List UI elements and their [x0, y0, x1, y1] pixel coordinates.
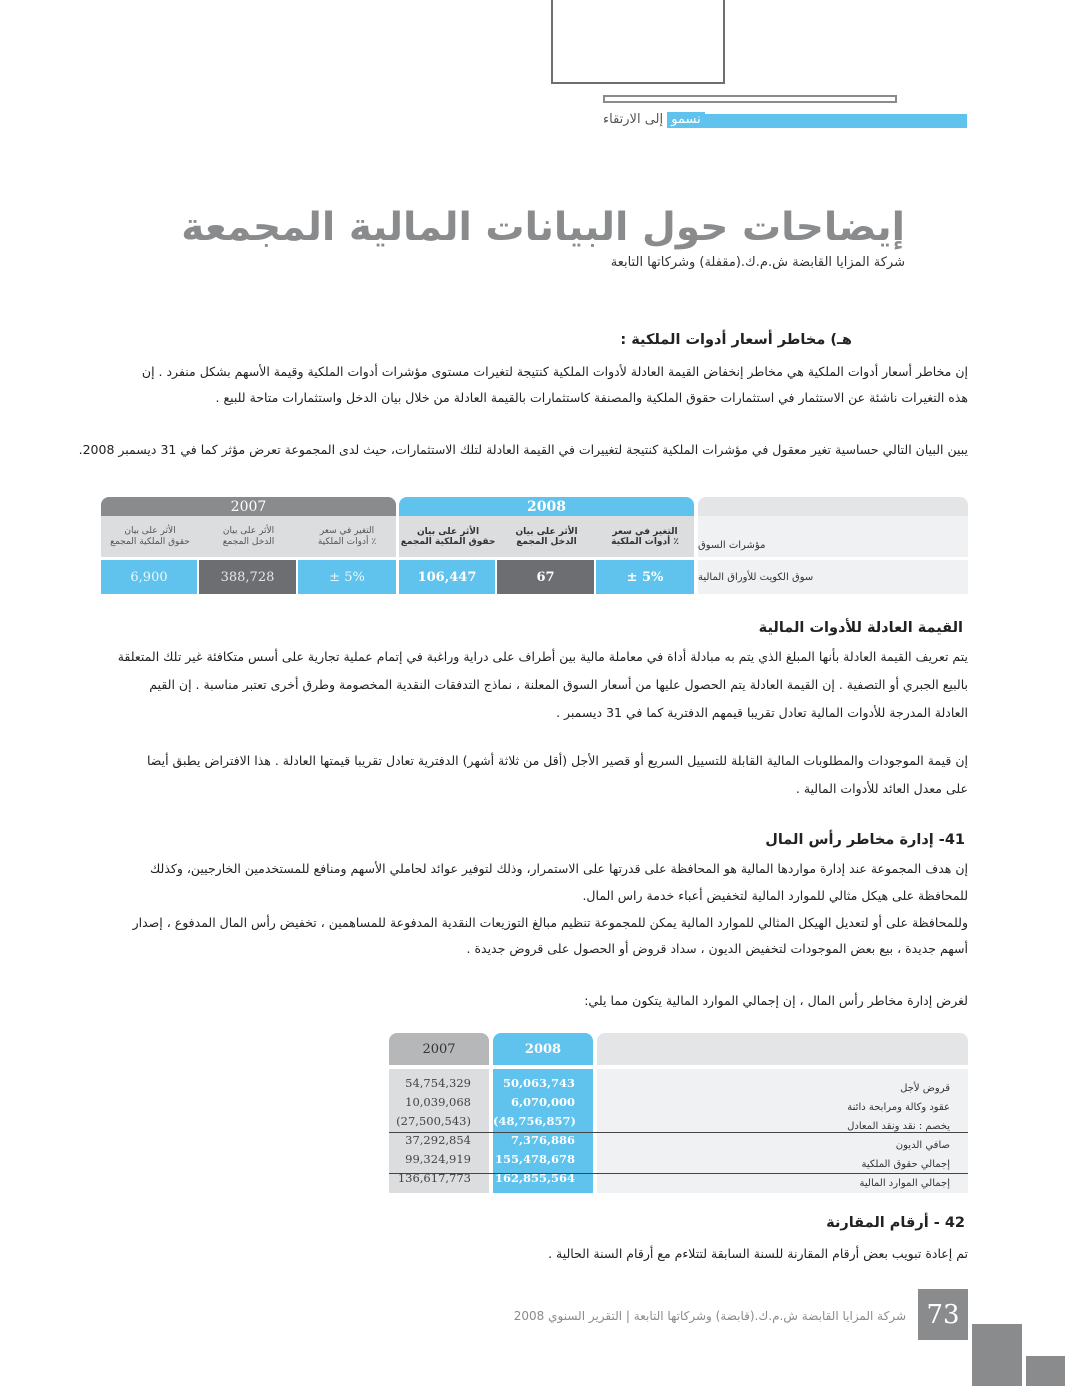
col-2008-change: التغير في سعر أدوات الملكية ٪ — [596, 516, 694, 557]
fair-value-line5: على معدل العائد للأدوات المالية . — [795, 781, 968, 796]
cap-2008-row2: 6,070,000 — [510, 1095, 575, 1109]
col-2007-equity: الأثر على بيان حقوق الملكية المجمع — [101, 516, 199, 557]
v2007-change: ± 5% — [298, 560, 396, 594]
col-2008-income: الأثر على بيان الدخل المجمع — [497, 516, 596, 557]
capital-col-2008 — [493, 1069, 593, 1193]
footer-text: شركة المزايا القابضة ش.م.ك.(قابضة) وشركاتها التابعة | التقرير السنوي 2008 — [513, 1309, 906, 1323]
capital-risk-line2: للمحافظة على هيكل مثالي للموارد المالية لتخفيض أعباء خدمة راس المال. — [582, 888, 968, 903]
capital-header-blank — [597, 1033, 968, 1065]
capital-table — [389, 1033, 968, 1193]
cap-2008-row3: (48,756,857) — [493, 1114, 576, 1128]
cap-label-row3: يخصم : نقد ونقد المعادل — [847, 1121, 950, 1132]
page-title: إيضاحات حول البيانات المالية المجمعة — [181, 205, 905, 250]
cap-label-row6: إجمالي الموارد المالية — [859, 1178, 950, 1189]
v2007-equity: 6,900 — [101, 560, 197, 594]
cap-2007-row6: 136,617,773 — [397, 1171, 471, 1185]
capital-header-2008: 2008 — [493, 1033, 593, 1065]
cap-2007-row2: 10,039,068 — [405, 1095, 471, 1109]
cap-2008-row5: 155,478,678 — [494, 1152, 575, 1166]
capital-risk-line1: إن هدف المجموعة عند إدارة مواردها المالية هو المحافظة على قدرتها على الاستمرار، وذلك لتوفير عوائد لحاملي الأسهم ومنافع للمستخدمين الخارجيين، وكذلك — [150, 861, 968, 876]
capital-col-2007 — [389, 1069, 489, 1193]
header-blank — [698, 497, 968, 516]
capital-risk-line4: أسهم جديدة ، بيع بعض الموجودات لتخفيض الديون ، سداد قروض أو الحصول على قروض جديدة . — [466, 941, 968, 956]
v2008-equity: 106,447 — [399, 560, 495, 594]
section-e-para1-line2: هذه التغيرات ناشئة عن الاستثمار في استثمارات حقوق الملكية والمصنفة كاستثمارات بالقيمة العادلة من خلال بيان الدخل واستثمارات متاحة للبيع . — [215, 390, 968, 405]
cap-2008-row4: 7,376,886 — [510, 1133, 575, 1147]
col-market-label: مؤشرات السوق — [698, 516, 968, 557]
row-market-name: سوق الكويت للأوراق المالية — [698, 560, 968, 594]
capital-col-labels — [597, 1069, 968, 1193]
slogan-bar — [603, 114, 967, 128]
page-number: 73 — [918, 1289, 968, 1340]
fair-value-line2: بالبيع الجبري أو التصفية . إن القيمة العادلة يتم الحصول عليها من أسعار السوق المعلنة ، نماذج التدفقات النقدية المخصومة وطرق أخرى تعتبر مناسبة . إن القيم — [149, 677, 968, 692]
v2007-income: 388,728 — [199, 560, 296, 594]
col-2008-equity: الأثر على بيان حقوق الملكية المجمع — [399, 516, 497, 557]
fair-value-line1: يتم تعريف القيمة العادلة بأنها المبلغ الذي يتم به مبادلة أداة في معاملة مالية بين أطراف على دراية وراغبة في إتمام عملية تجارية على أسس متكافئة غير تلك المتعلقة — [117, 649, 968, 664]
footer-block-1 — [972, 1324, 1022, 1386]
fair-value-line3: العادلة المدرجة للأدوات المالية تعادل تقريبا قيمهم الدفترية كما في 31 ديسمبر . — [556, 705, 968, 720]
capital-risk-heading: 41- إدارة مخاطر رأس المال — [765, 832, 965, 848]
v2008-income: 67 — [497, 560, 594, 594]
col-2007-income: الأثر على بيان الدخل المجمع — [199, 516, 298, 557]
cap-2007-row4: 37,292,854 — [405, 1133, 471, 1147]
section-e-heading: هـ) مخاطر أسعار أدوات الملكية : — [620, 332, 852, 348]
top-frame — [551, 0, 725, 84]
capital-header-2007: 2007 — [389, 1033, 489, 1065]
comparatives-heading: 42 - أرقام المقارنة — [826, 1215, 965, 1231]
section-e-para1-line1: إن مخاطر أسعار أدوات الملكية هي مخاطر إنخفاض القيمة العادلة لأدوات الملكية كنتيجة لتغيرات مستوى مؤشرات أدوات الملكية وقيمة الأسهم بشكل منفرد . إن — [141, 364, 968, 379]
cap-label-row4: صافي الديون — [895, 1140, 950, 1151]
col-2007-change: التغير في سعر أدوات الملكية ٪ — [298, 516, 396, 557]
capital-separator-2 — [389, 1173, 968, 1174]
header-2007: 2007 — [101, 497, 396, 516]
page-subtitle: شركة المزايا القابضة ش.م.ك.(مقفلة) وشركاتها التابعة — [610, 255, 905, 270]
v2008-change: ± 5% — [596, 560, 694, 594]
top-bar — [603, 95, 897, 103]
cap-label-row5: إجمالي حقوق الملكية — [861, 1159, 950, 1170]
capital-risk-line5: لغرض إدارة مخاطر رأس المال ، إن إجمالي الموارد المالية يتكون مما يلي: — [584, 993, 968, 1008]
comparatives-text: تم إعادة تبويب بعض أرقام المقارنة للسنة السابقة لتتلاءم مع أرقام السنة الحالية . — [548, 1246, 968, 1261]
cap-label-row2: عقود وكالة ومرابحة دائنة — [847, 1102, 950, 1113]
cap-2008-row1: 50,063,743 — [502, 1076, 575, 1090]
capital-risk-line3: وللمحافظة على أو لتعديل الهيكل المثالي للموارد المالية يمكن للمجموعة تنظيم مبالغ التوزيعات النقدية المدفوعة للمساهمين ، تخفيض رأس المال المدفوع ، إصدار — [132, 915, 968, 930]
cap-2007-row3: (27,500,543) — [396, 1114, 471, 1128]
sensitivity-table — [101, 497, 968, 594]
fair-value-line4: إن قيمة الموجودات والمطلوبات المالية القابلة للتسييل السريع أو قصير الأجل (أقل من ثلاثة أشهر) الدفترية تعادل تقريبا قيمتها العادلة . هذا الافتراض يطبق أيضا — [146, 753, 968, 768]
capital-separator-1 — [389, 1132, 968, 1133]
slogan-blue-strip — [667, 114, 967, 128]
cap-2007-row1: 54,754,329 — [405, 1076, 471, 1090]
cap-2008-row6: 162,855,564 — [494, 1171, 575, 1185]
fair-value-heading: القيمة العادلة للأدوات المالية — [758, 620, 963, 636]
footer-block-2 — [1026, 1356, 1065, 1386]
cap-label-row1: قروض لأجل — [900, 1083, 950, 1094]
section-e-para2: يبين البيان التالي حساسية تغير معقول في مؤشرات الملكية كنتيجة لتغييرات في القيمة العادلة لتلك الاستثمارات، حيث لدى المجموعة تعرض مؤثر كما في 31 ديسمبر 2008. — [78, 442, 968, 457]
cap-2007-row5: 99,324,919 — [405, 1152, 471, 1166]
header-2008: 2008 — [399, 497, 694, 516]
slogan: نسمو إلى الارتقاء — [603, 112, 705, 127]
